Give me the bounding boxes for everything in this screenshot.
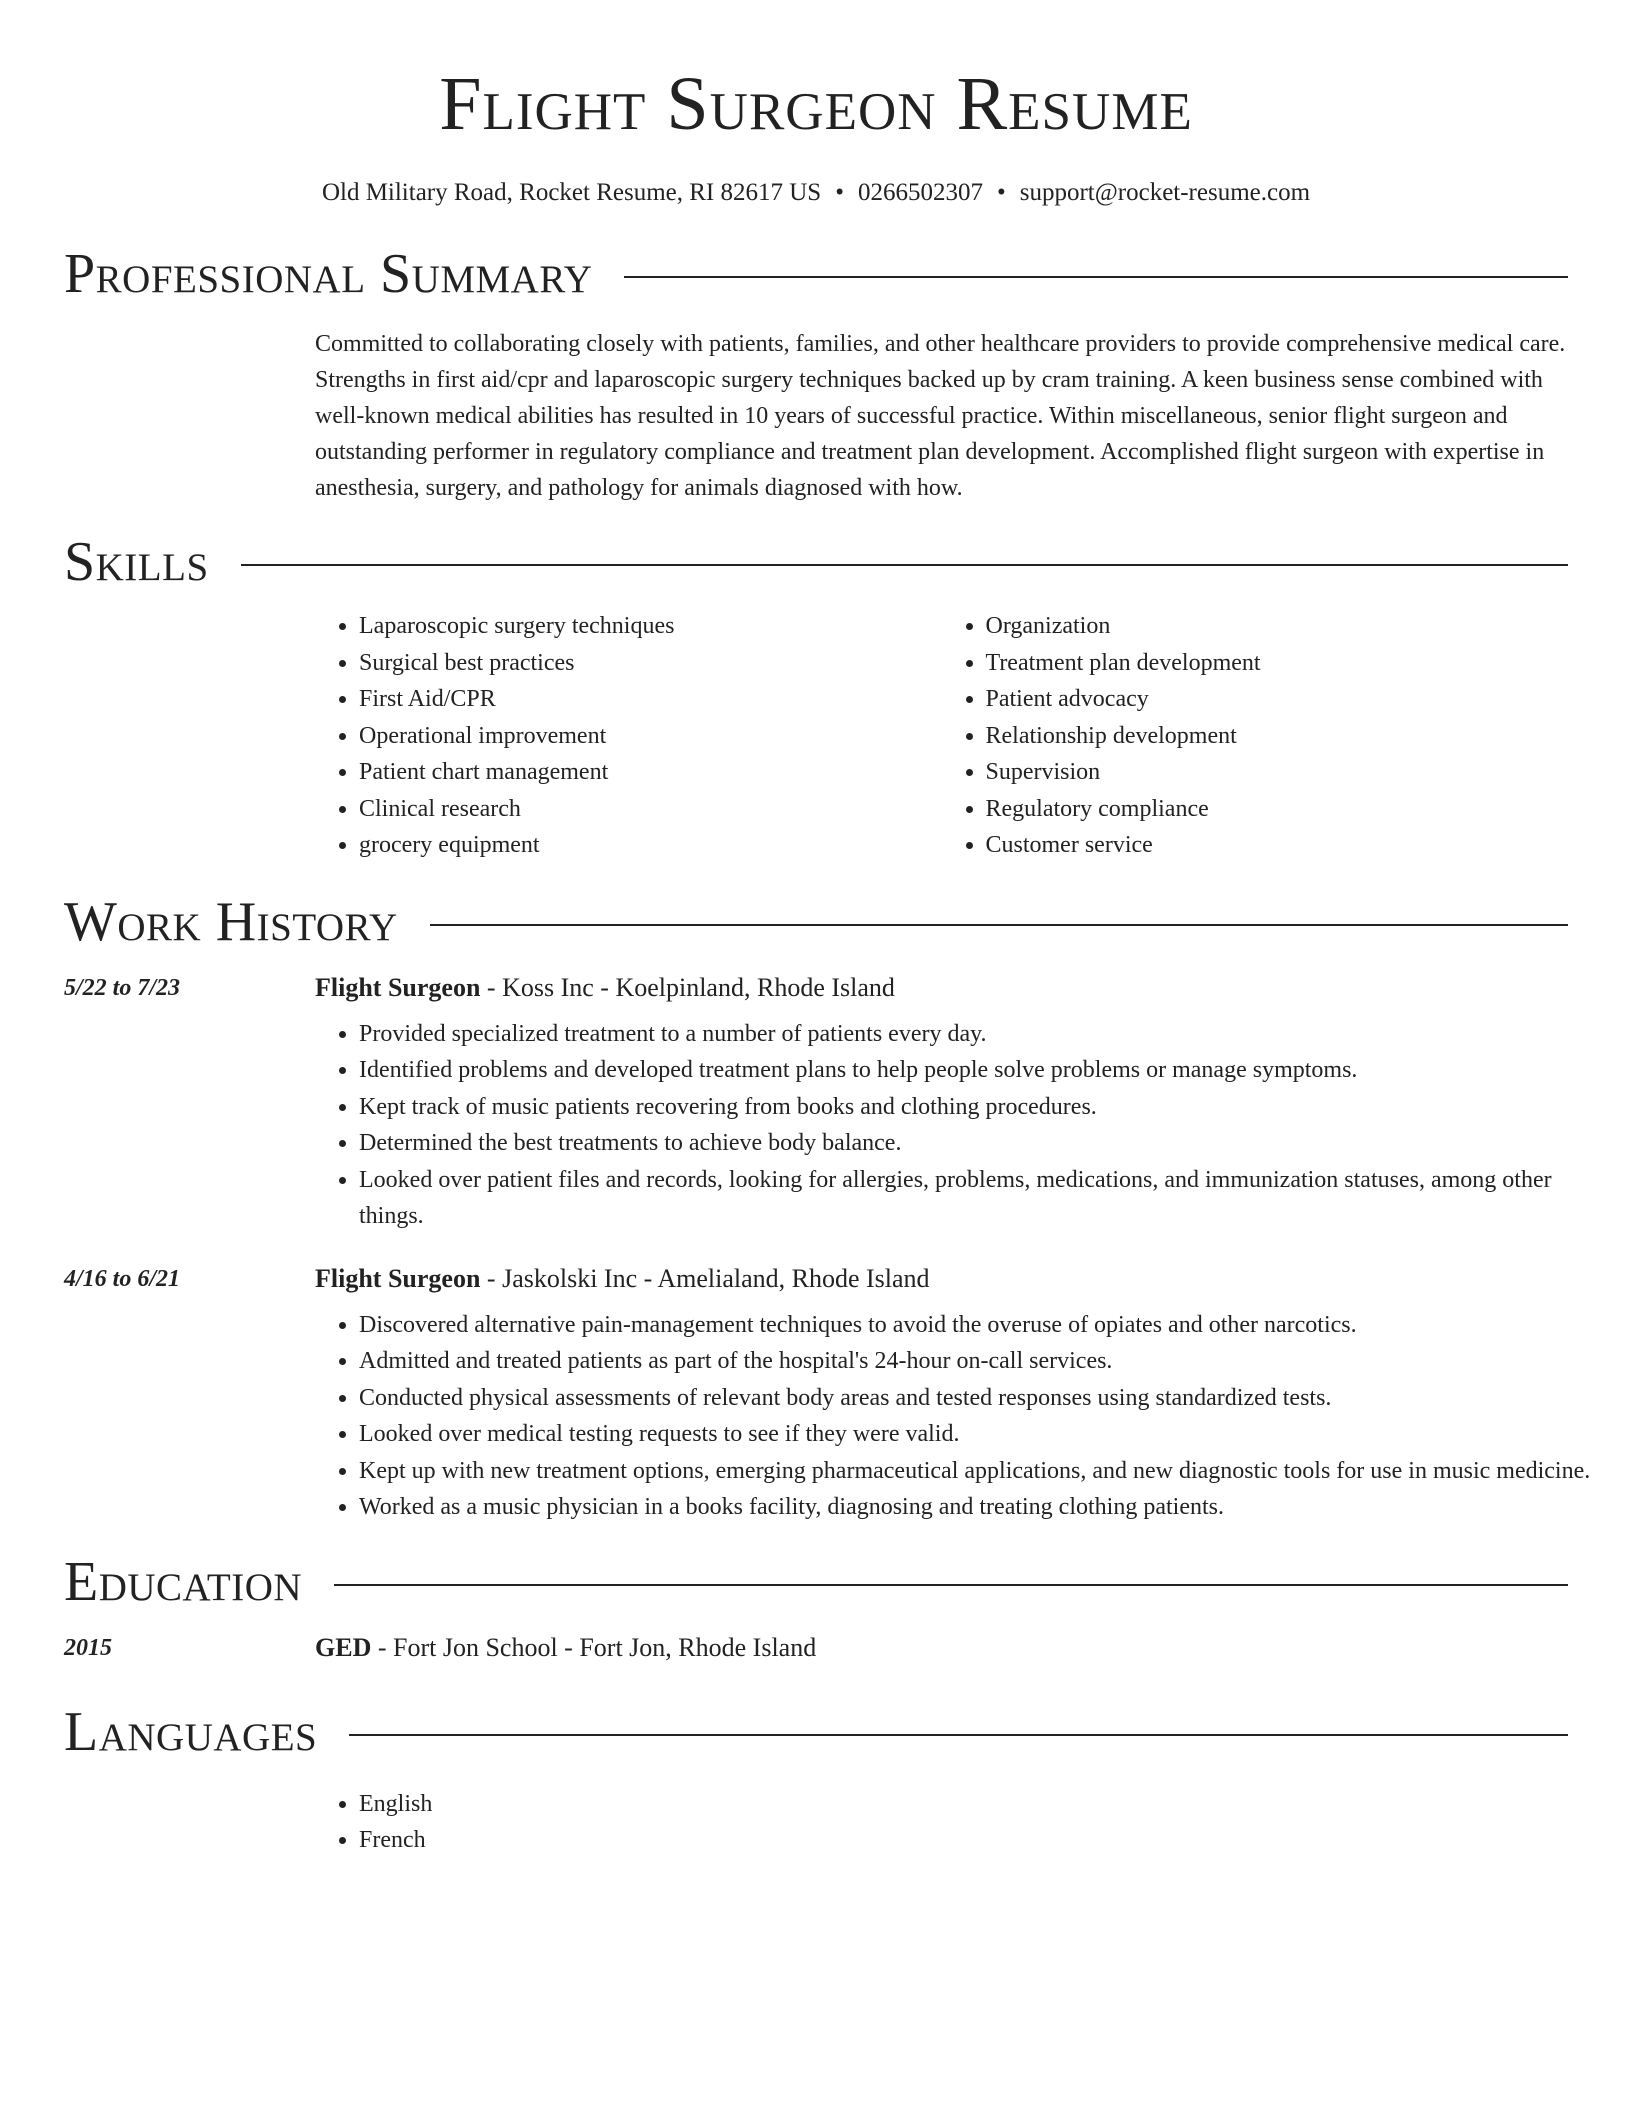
skills-heading: Skills <box>64 531 209 593</box>
job-bullet: • Discovered alternative pain-management techniques to avoid the overuse of opiates and other narcotics. <box>359 1307 1612 1344</box>
section-divider <box>430 924 1568 926</box>
job-dates: 4/16 to 6/21 <box>64 1265 181 1292</box>
skill-item: • Patient advocacy <box>986 681 1569 718</box>
job-header <box>64 1259 1568 1299</box>
skill-item: • Patient chart management <box>359 754 942 791</box>
skills-list <box>315 608 1568 864</box>
skill-item: • Regulatory compliance <box>986 791 1569 828</box>
skill-item: • Organization <box>986 608 1569 645</box>
education-entry <box>64 1628 1568 1668</box>
section-divider <box>349 1734 1568 1736</box>
job-details: - Koss Inc - Koelpinland, Rhode Island <box>480 972 895 1002</box>
job-title: Flight Surgeon <box>315 1263 481 1293</box>
languages-heading-row <box>64 1700 1568 1764</box>
skill-item: • grocery equipment <box>359 827 942 864</box>
skill-item: • Treatment plan development <box>986 645 1569 682</box>
job-entry <box>64 1259 1591 1526</box>
job-bullet: • Kept up with new treatment options, emerging pharmaceutical applications, and new diagnostic tools for use in music medicine. <box>359 1453 1612 1490</box>
job-bullet: • Worked as a music physician in a books facility, diagnosing and treating clothing patients. <box>359 1489 1612 1526</box>
skills-column-right <box>942 608 1569 864</box>
job-bullet: • Provided specialized treatment to a number of patients every day. <box>359 1016 1612 1053</box>
job-bullet: • Conducted physical assessments of relevant body areas and tested responses using standardized tests. <box>359 1380 1612 1417</box>
section-divider <box>334 1584 1568 1586</box>
language-item: • English <box>359 1786 1612 1823</box>
work-heading: Work History <box>64 890 398 953</box>
email[interactable]: support@rocket-resume.com <box>1019 179 1311 206</box>
summary-text: Committed to collaborating closely with patients, families, and other healthcare providers to provide comprehensive medical care. Strengths in first aid/cpr and laparoscopic surgery techniques backed up by cram training. A keen business sense combined with well-known medical abilities has resulted in 10 years of successful practice. Within miscellaneous, senior flight surgeon and outstanding performer in regulatory compliance and treatment plan development. Accomplished flight surgeon with expertise in anesthesia, surgery, and pathology for animals diagnosed with how. <box>315 331 1566 501</box>
job-details: - Jaskolski Inc - Amelialand, Rhode Island <box>480 1263 930 1293</box>
summary-heading-row <box>64 242 1568 306</box>
resume-title: Flight Surgeon Resume <box>439 62 1193 146</box>
section-divider <box>624 276 1568 278</box>
languages-heading: Languages <box>64 1700 318 1763</box>
job-dates: 5/22 to 7/23 <box>64 974 181 1001</box>
phone: 0266502307 <box>857 179 983 206</box>
skill-item: • Clinical research <box>359 791 942 828</box>
address: Old Military Road, Rocket Resume, RI 82617 US <box>321 179 822 206</box>
resume-page <box>64 0 1591 1859</box>
education-year: 2015 <box>64 1634 112 1661</box>
skills-column-left <box>315 608 942 864</box>
skills-heading-row <box>64 530 1568 594</box>
job-bullet: • Identified problems and developed treatment plans to help people solve problems or manage symptoms. <box>359 1052 1612 1089</box>
separator-dot: • <box>996 179 1006 206</box>
work-heading-row <box>64 890 1568 954</box>
job-role <box>315 1259 930 1299</box>
skill-item: • Operational improvement <box>359 718 942 755</box>
languages-list <box>315 1786 1612 1859</box>
job-bullets <box>315 1307 1612 1526</box>
job-bullet: • Determined the best treatments to achieve body balance. <box>359 1125 1612 1162</box>
skill-item: • Relationship development <box>986 718 1569 755</box>
job-entry <box>64 968 1568 1235</box>
summary-heading: Professional Summary <box>64 243 593 305</box>
job-role <box>315 968 895 1008</box>
job-bullet: • Looked over patient files and records, looking for allergies, problems, medications, and immunization statuses, among other things. <box>359 1162 1612 1235</box>
job-bullets <box>315 1016 1612 1235</box>
skill-item: • Supervision <box>986 754 1569 791</box>
contact-line <box>64 178 1568 208</box>
section-divider <box>241 564 1568 566</box>
education-role <box>315 1628 816 1668</box>
job-title: Flight Surgeon <box>315 972 481 1002</box>
job-bullet: • Looked over medical testing requests to see if they were valid. <box>359 1416 1612 1453</box>
education-heading: Education <box>64 1550 303 1613</box>
job-header <box>64 968 1568 1008</box>
job-bullet: • Admitted and treated patients as part of the hospital's 24-hour on-call services. <box>359 1343 1612 1380</box>
language-item: • French <box>359 1822 1612 1859</box>
skill-item: • Customer service <box>986 827 1569 864</box>
skill-item: • Laparoscopic surgery techniques <box>359 608 942 645</box>
skill-item: • Surgical best practices <box>359 645 942 682</box>
job-bullet: • Kept track of music patients recovering from books and clothing procedures. <box>359 1089 1612 1126</box>
separator-dot: • <box>835 179 844 206</box>
education-details: - Fort Jon School - Fort Jon, Rhode Island <box>371 1632 817 1662</box>
skill-item: • First Aid/CPR <box>359 681 942 718</box>
education-degree: GED <box>315 1632 372 1662</box>
education-heading-row <box>64 1550 1568 1614</box>
